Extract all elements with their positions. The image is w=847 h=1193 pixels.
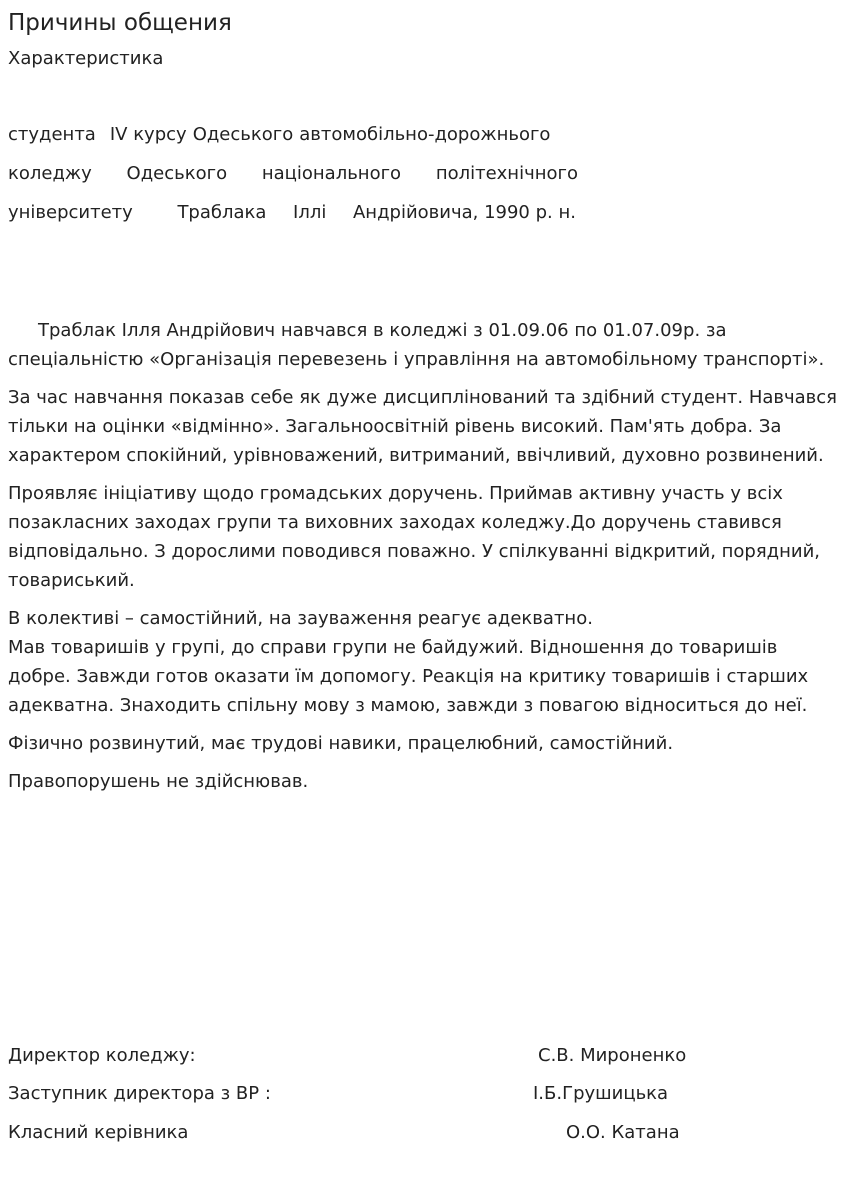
signature-name: О.О. Катана: [566, 1122, 680, 1143]
intro-block: [8, 124, 578, 241]
intro-word: національного: [261, 163, 402, 184]
signature-director: [8, 1044, 843, 1068]
paragraph-collective: В колективі – самостійний, на зауваження реагує адекватно. Мав товаришів у групі, до справи групи не байдужий. Відношення до товаришів добре. Завжди готов оказати їм допомогу. Реакція на критику товаришів і старших адекватна. Знаходить спільну мову з мамою, завжди з повагою відноситься до неї.: [8, 608, 809, 716]
paragraph-physical: Фізично розвинутий, має трудові навики, працелюбний, самостійний.: [8, 733, 674, 754]
signature-role: Директор коледжу:: [8, 1045, 196, 1066]
signature-deputy: [8, 1082, 843, 1106]
paragraph-performance: За час навчання показав себе як дуже дисциплінований та здібний студент. Навчався тільки на оцінки «відмінно». Загальноосвітній рівень високий. Пам'ять добра. За характером спокійний, урівноважений, витриманий, ввічливий, духовно розвинений.: [8, 387, 837, 466]
intro-word: студента: [8, 124, 96, 145]
intro-word: IV курсу: [109, 124, 187, 145]
intro-word: Одеського: [126, 163, 228, 184]
intro-word: Іллі: [293, 202, 327, 223]
document-subtitle: Характеристика: [8, 48, 164, 69]
intro-word: Андрійовича, 1990 р. н.: [352, 202, 576, 223]
intro-word: коледжу: [8, 163, 92, 184]
paragraph-study: Траблак Ілля Андрійович навчався в коледжі з 01.09.06 по 01.07.09р. за спеціальністю «Організація перевезень і управління на автомобільному транспорті».: [8, 320, 825, 370]
paragraph-initiative: Проявляє ініціативу щодо громадських доручень. Приймав активну участь у всіх позакласних заходах групи та виховних заходах коледжу.До доручень ставився відповідально. З дорослими поводився поважно. У спілкуванні відкритий, порядний, товариський.: [8, 483, 821, 591]
document-title: Причины общения: [8, 10, 232, 36]
intro-word: Одеського: [192, 124, 294, 145]
intro-line: [8, 124, 578, 146]
signature-name: С.В. Мироненко: [538, 1045, 687, 1066]
intro-word: автомобільно-дорожнього: [299, 124, 551, 145]
paragraph-conduct: Правопорушень не здійснював.: [8, 771, 309, 792]
intro-word: університету: [8, 202, 133, 223]
intro-line: [8, 163, 578, 185]
intro-word: Траблака: [177, 202, 267, 223]
signature-role: Заступник директора з ВР :: [8, 1083, 271, 1104]
signature-class-teacher: [8, 1121, 843, 1145]
signature-name: І.Б.Грушицька: [533, 1083, 669, 1104]
intro-word: політехнічного: [435, 163, 578, 184]
signature-role: Класний керівника: [8, 1122, 189, 1143]
characteristic-body: [8, 316, 843, 805]
intro-line: [8, 202, 576, 224]
